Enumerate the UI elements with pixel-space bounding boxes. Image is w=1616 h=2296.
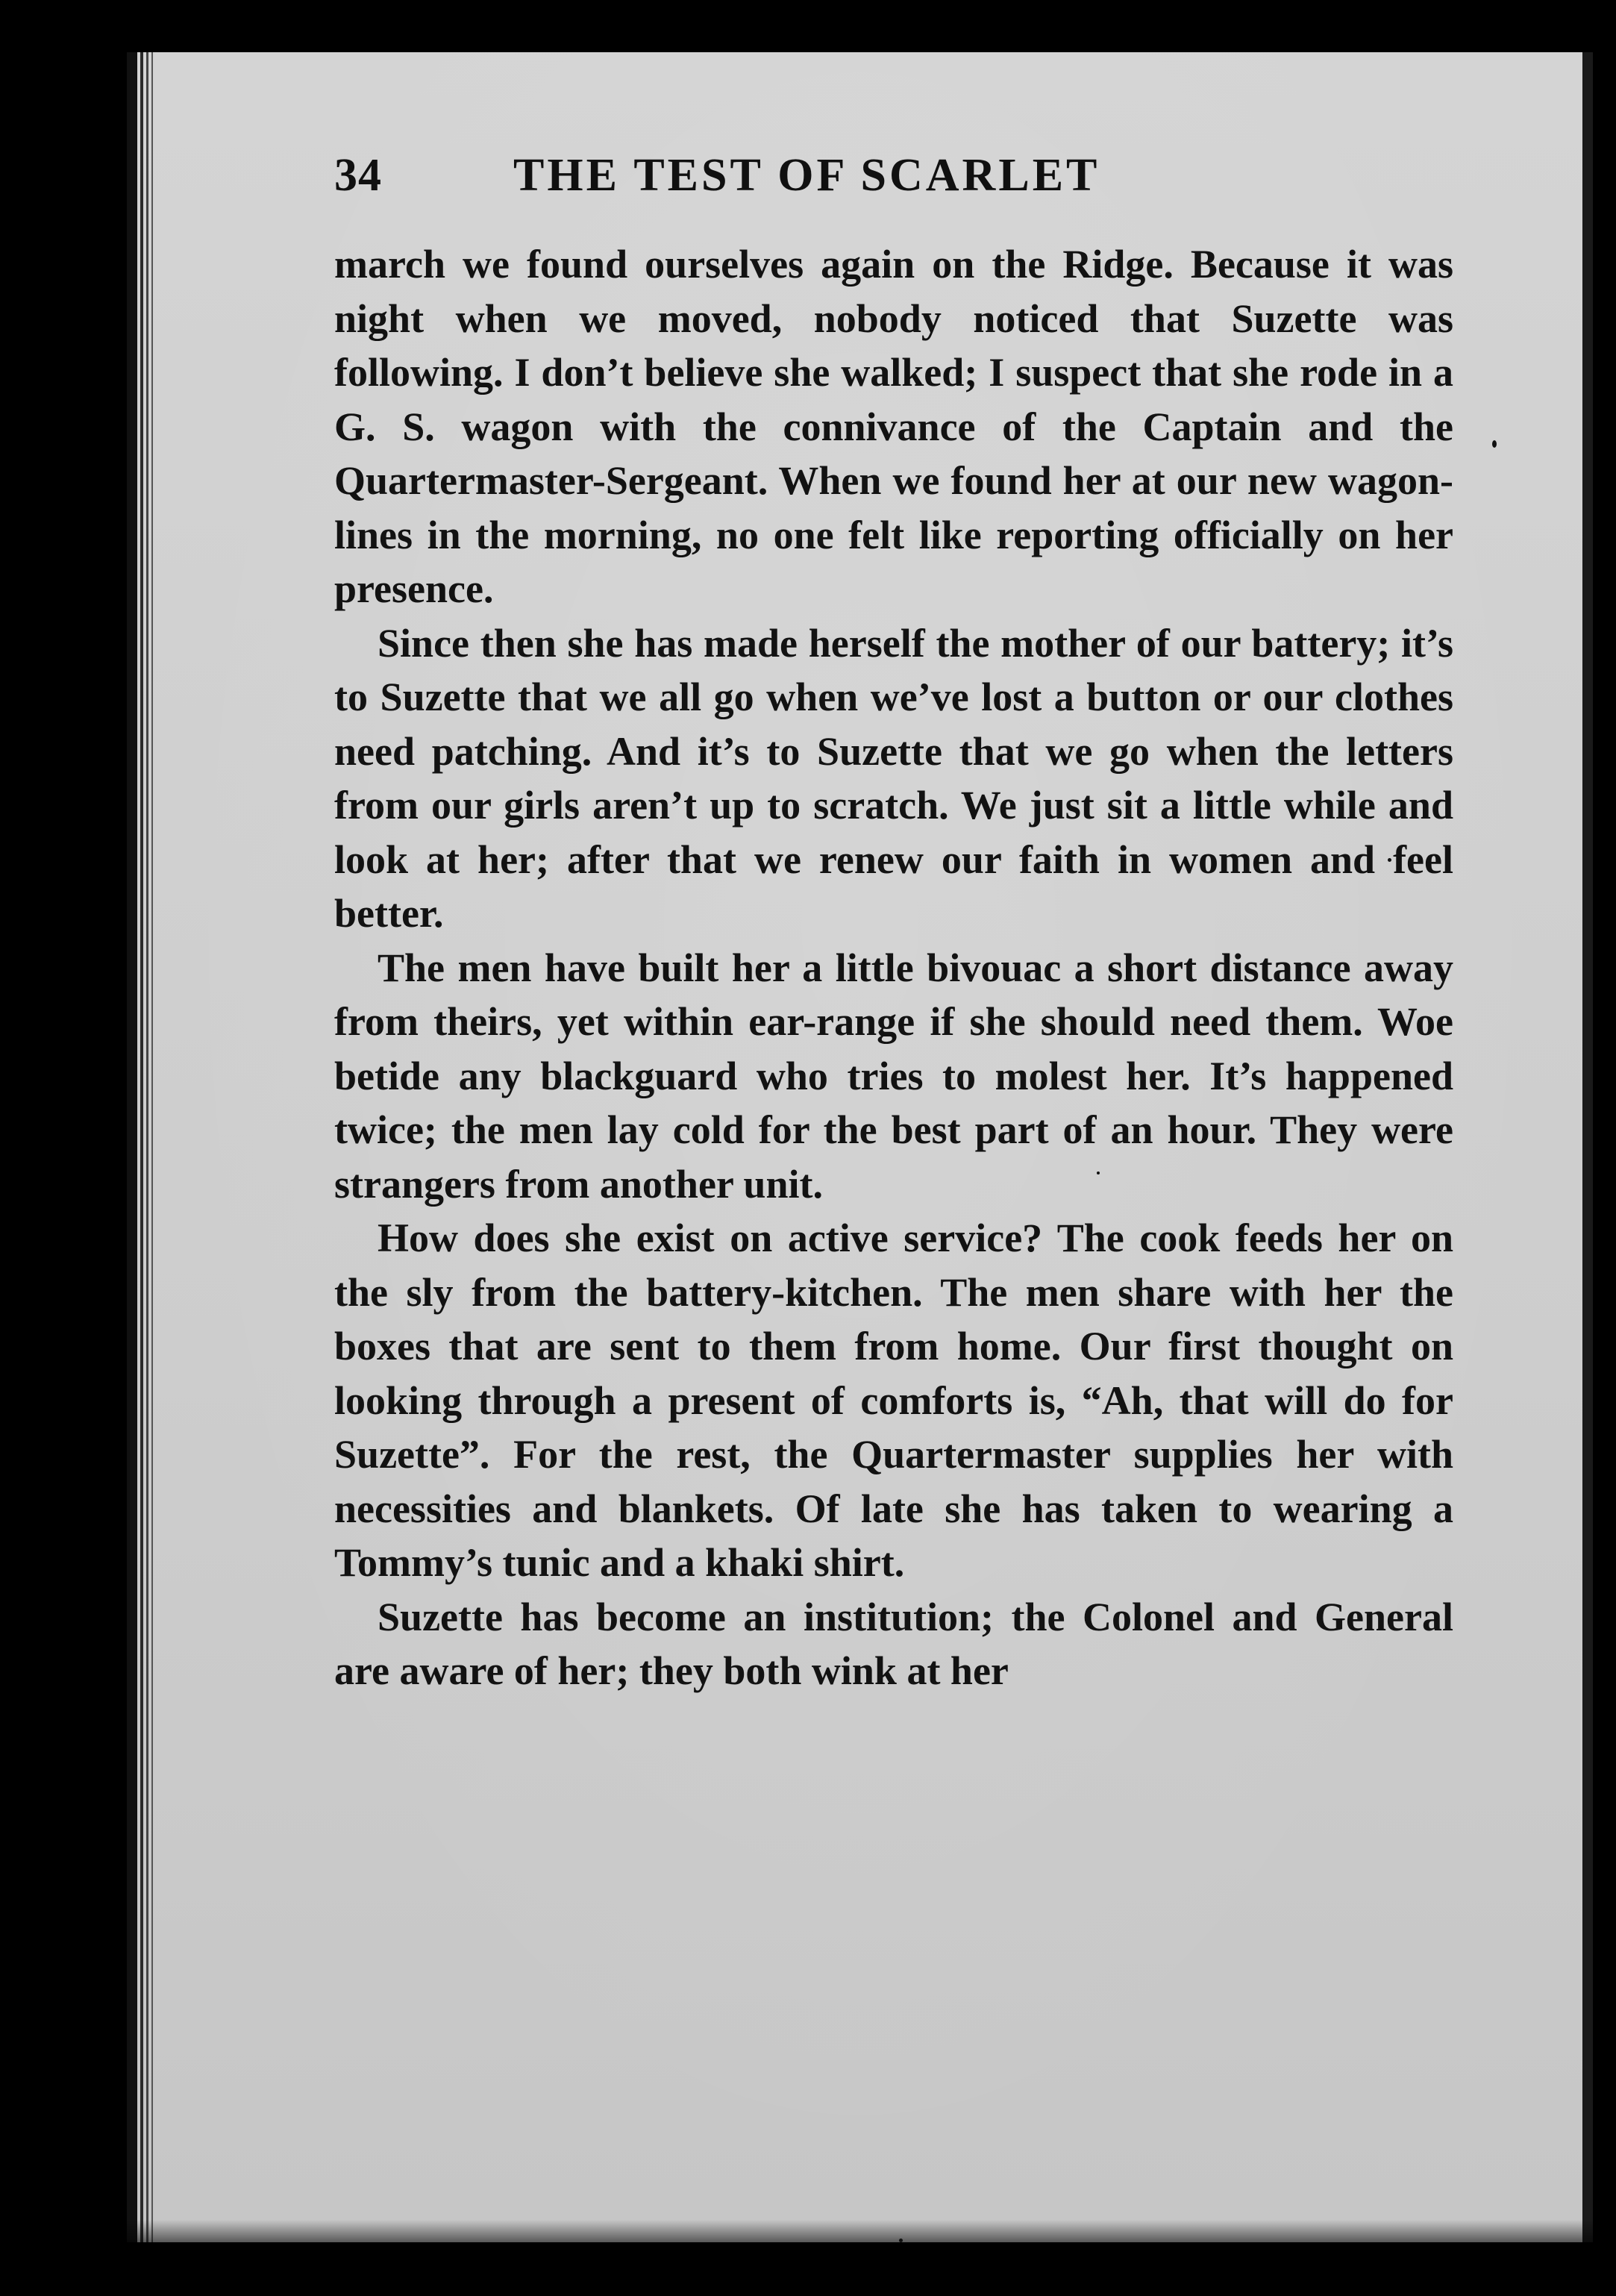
paragraph: Since then she has made herself the mother of our battery; it’s to Suzette that we all go when we’ve lost a button or our clothes need patching. And it’s to Suzette that we go when the letters from our girls aren’t up to scratch. We just sit a little while and look at her; after that we renew our faith in women and feel better. bbox=[334, 620, 1453, 936]
paragraph: march we found ourselves again on the Ridge. Because it was night when we moved, nobody noticed that Suzette was following. I don’t believe she walked; I suspect that she rode in a G. S. wagon with the connivance of the Captain and the Quartermaster-Sergeant. When we found her at our new wagon-lines in the morning, no one felt like reporting officially on her presence. bbox=[334, 242, 1453, 611]
page-number: 34 bbox=[334, 150, 382, 201]
running-title: THE TEST OF SCARLET bbox=[513, 150, 1100, 201]
binding-edge bbox=[127, 52, 137, 2242]
paragraph: How does she exist on active service? The cook feeds her on the sly from the battery-kitchen. The men share with her the boxes that are sent to them from home. Our first thought on looking through a present of comforts is, “Ah, that will do for Suzette”. For the rest, the Quartermaster supplies her with necessities and blankets. Of late she has taken to wearing a Tommy’s tunic and a khaki shirt. bbox=[334, 1216, 1453, 1585]
body-text bbox=[334, 237, 1453, 1698]
scan-speck bbox=[1492, 440, 1497, 448]
page-right-edge bbox=[1582, 52, 1593, 2242]
scan-speck bbox=[899, 2239, 903, 2242]
paragraph: Suzette has become an institution; the Colonel and General are aware of her; they both wink at her bbox=[334, 1594, 1453, 1693]
page-bottom-shadow bbox=[127, 2220, 1593, 2242]
paragraph: The men have built her a little bivouac a short distance away from theirs, yet within ear-range if she should need them. Woe betide any blackguard who tries to molest her. It’s happened twice; the men lay cold for the best part of an hour. They were strangers from another unit. bbox=[334, 945, 1453, 1207]
binding-line bbox=[151, 52, 153, 2242]
binding-line bbox=[140, 52, 143, 2242]
binding-line bbox=[146, 52, 148, 2242]
page-header bbox=[334, 149, 1304, 216]
